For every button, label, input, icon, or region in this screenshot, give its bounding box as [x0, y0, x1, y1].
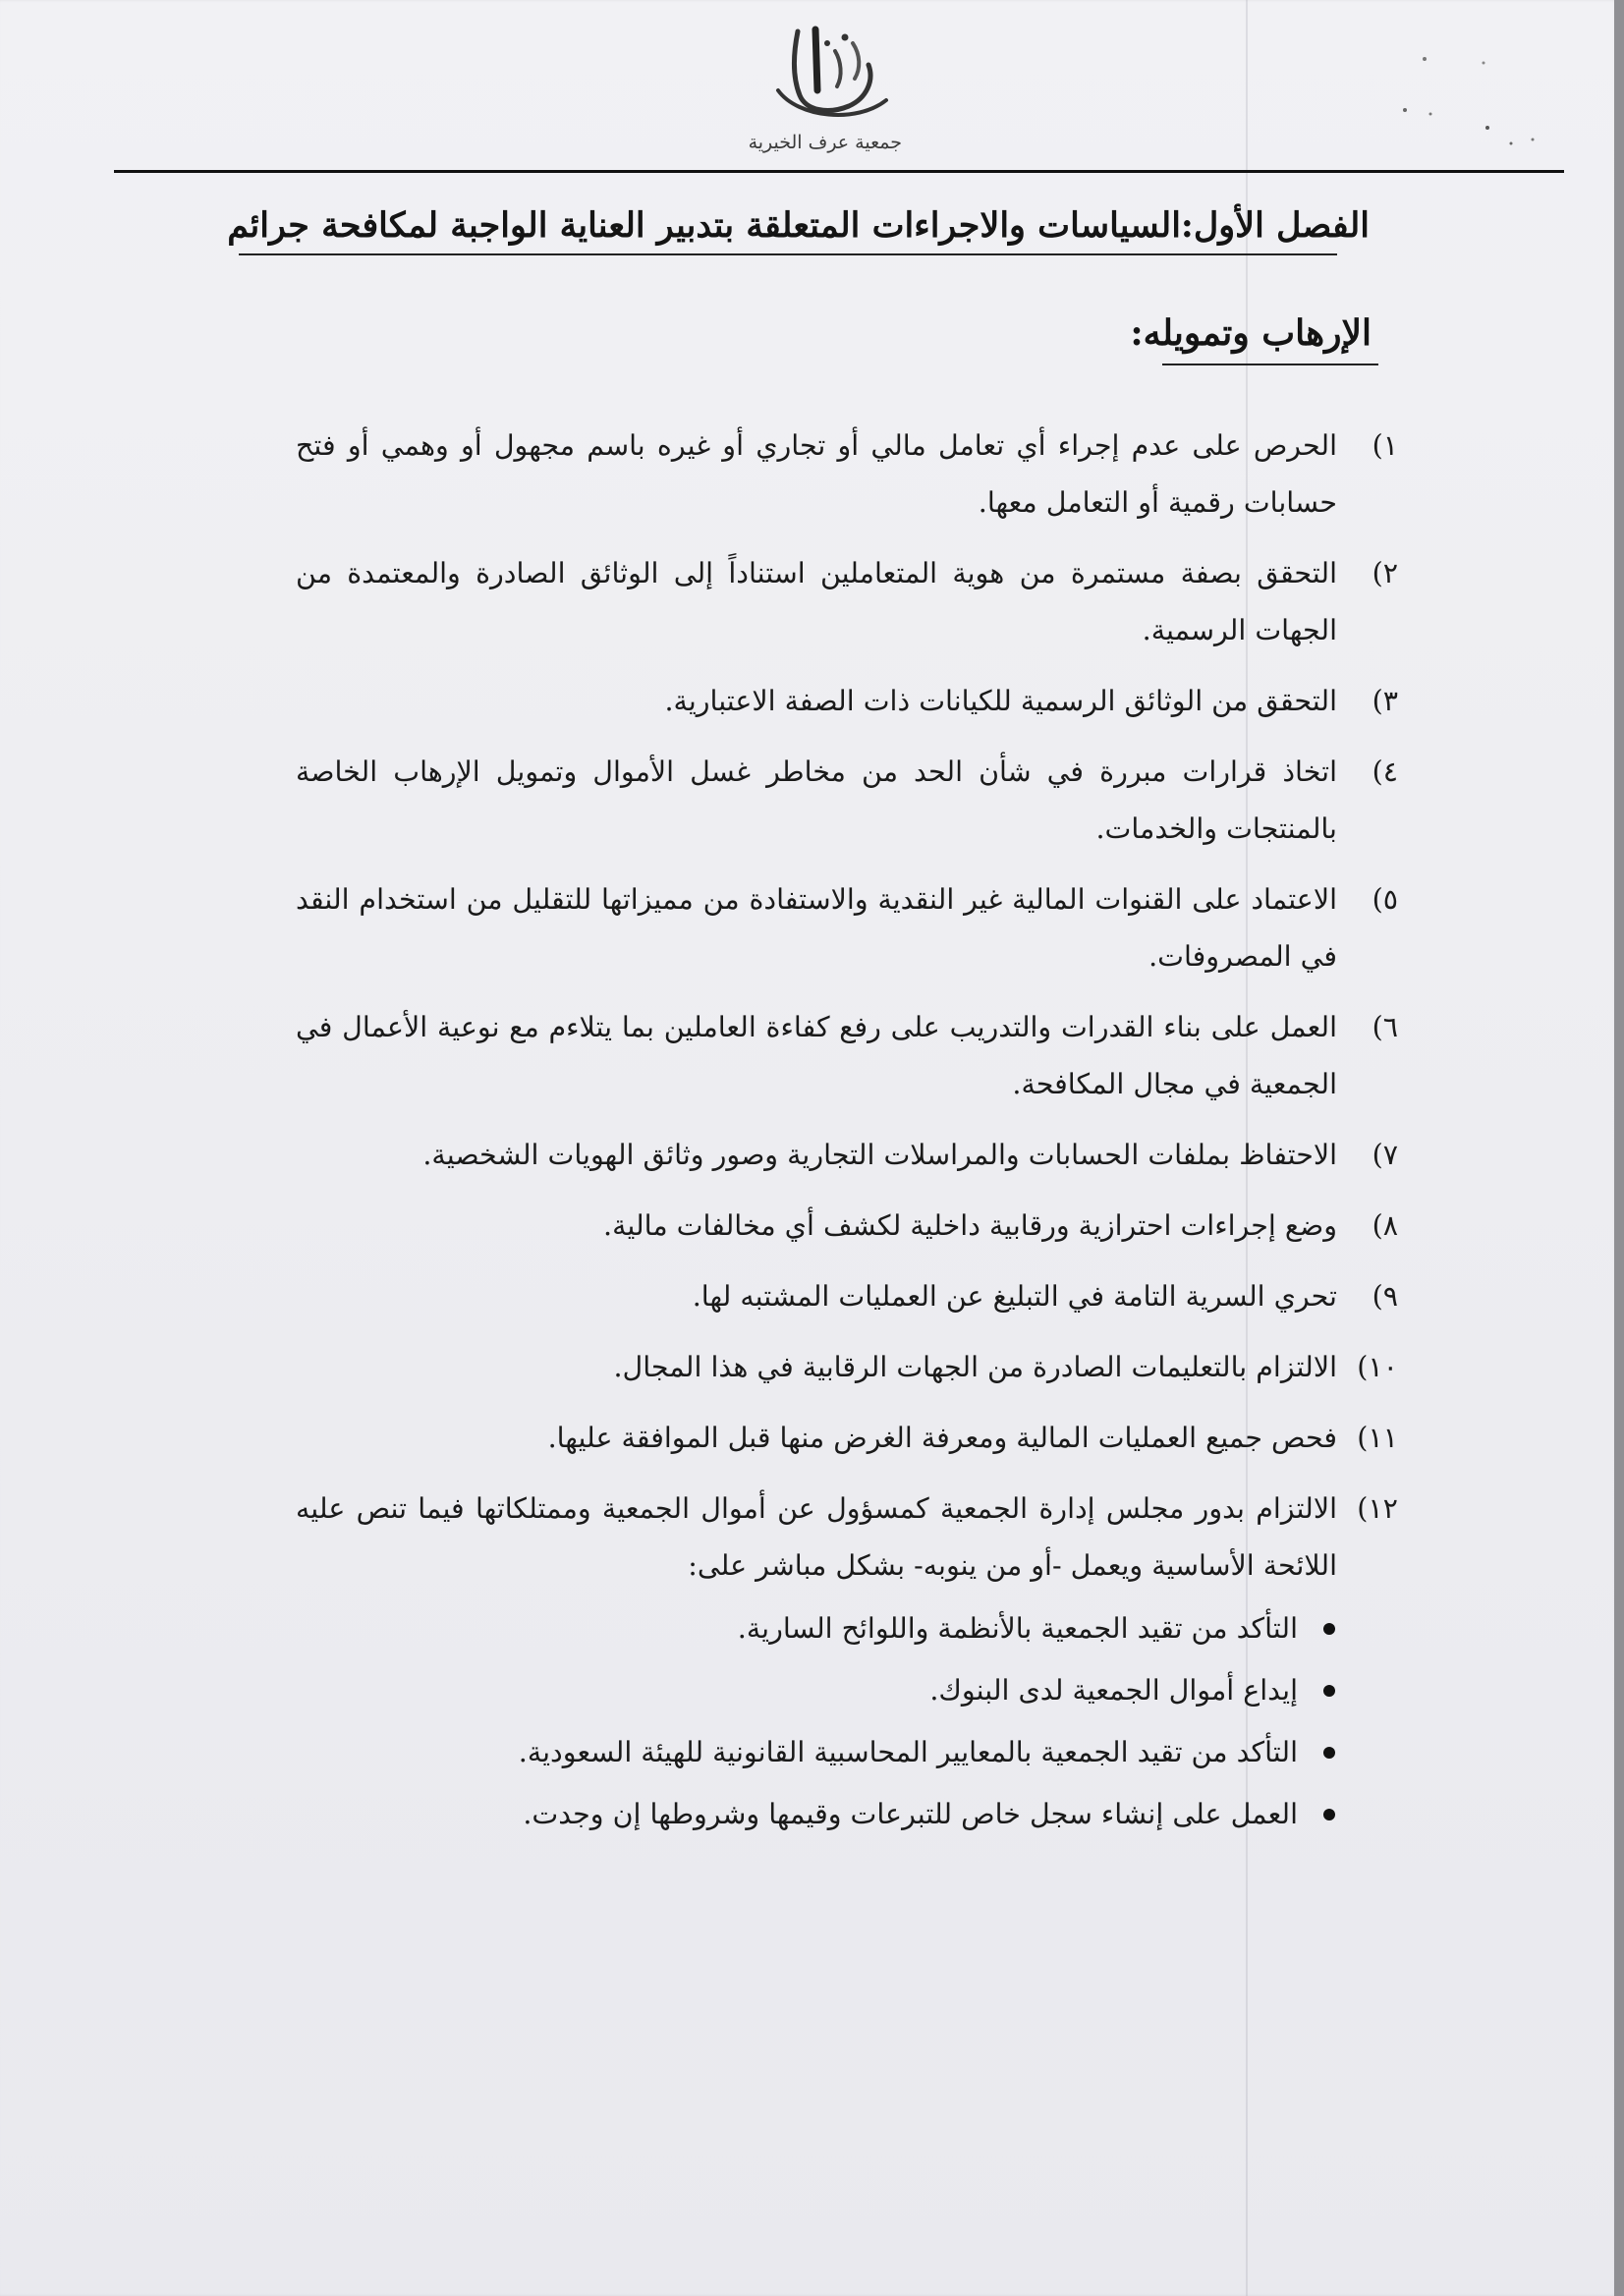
list-item [296, 1198, 1398, 1255]
list-item [296, 1481, 1398, 1843]
item-number: ١٢) [1357, 1492, 1398, 1525]
item-text: وضع إجراءات احترازية ورقابية داخلية لكشف أي مخالفات مالية. [603, 1209, 1337, 1242]
item-text: العمل على بناء القدرات والتدريب على رفع كفاءة العاملين بما يتلاءم مع نوعية الأعمال في الجمعية في مجال المكافحة. [296, 1011, 1337, 1100]
section-title: الإرهاب وتمويله: [1130, 312, 1372, 354]
item-number: ٤) [1372, 756, 1398, 788]
item-text: الاعتماد على القنوات المالية غير النقدية والاستفادة من مميزاتها للتقليل من استخدام النقد في المصروفات. [296, 883, 1337, 973]
list-item [296, 999, 1398, 1113]
scan-specks [1395, 49, 1552, 157]
list-item [296, 1127, 1398, 1184]
bullet-icon [1323, 1685, 1335, 1697]
bullet-text: التأكد من تقيد الجمعية بالمعايير المحاسبية القانونية للهيئة السعودية. [518, 1736, 1298, 1768]
list-item [296, 545, 1398, 659]
header-rule [114, 170, 1564, 173]
item-number: ١١) [1357, 1422, 1398, 1454]
item-number: ١٠) [1357, 1351, 1398, 1383]
bullet-icon [1323, 1623, 1335, 1635]
chapter-title-underline [239, 253, 1337, 255]
list-item [296, 744, 1398, 858]
item-text: التحقق بصفة مستمرة من هوية المتعاملين استناداً إلى الوثائق الصادرة والمعتمدة من الجهات الرسمية. [296, 557, 1337, 646]
item-number: ٧) [1372, 1139, 1398, 1171]
section-title-underline [1162, 364, 1378, 365]
item-text: التحقق من الوثائق الرسمية للكيانات ذات الصفة الاعتبارية. [664, 685, 1337, 717]
item-text: فحص جميع العمليات المالية ومعرفة الغرض منها قبل الموافقة عليها. [547, 1422, 1337, 1454]
bullet-list [296, 1600, 1337, 1843]
scan-edge [1614, 0, 1624, 2296]
bullet-item [296, 1662, 1337, 1719]
item-number: ٢) [1372, 557, 1398, 589]
organization-logo [748, 22, 902, 169]
bullet-item [296, 1724, 1337, 1781]
list-item [296, 871, 1398, 985]
item-text: الالتزام بدور مجلس إدارة الجمعية كمسؤول عن أموال الجمعية وممتلكاتها فيما تنص عليه اللائحة الأساسية ويعمل -أو من ينوبه- بشكل مباشر على: [296, 1492, 1337, 1582]
bullet-text: التأكد من تقيد الجمعية بالأنظمة واللوائح السارية. [737, 1612, 1298, 1645]
bullet-icon [1323, 1809, 1335, 1820]
item-text: الالتزام بالتعليمات الصادرة من الجهات الرقابية في هذا المجال. [613, 1351, 1337, 1383]
bullet-text: إيداع أموال الجمعية لدى البنوك. [929, 1674, 1298, 1707]
item-number: ٨) [1372, 1209, 1398, 1242]
list-item [296, 1268, 1398, 1325]
item-text: الاحتفاظ بملفات الحسابات والمراسلات التجارية وصور وثائق الهويات الشخصية. [422, 1139, 1337, 1171]
item-number: ٦) [1372, 1011, 1398, 1043]
policy-list [296, 418, 1398, 1857]
list-item [296, 673, 1398, 730]
bullet-item [296, 1600, 1337, 1657]
list-item [296, 1339, 1398, 1396]
list-item [296, 418, 1398, 532]
bullet-item [296, 1786, 1337, 1843]
item-text: اتخاذ قرارات مبررة في شأن الحد من مخاطر غسل الأموال وتمويل الإرهاب الخاصة بالمنتجات والخدمات. [296, 756, 1337, 845]
item-number: ٩) [1372, 1280, 1398, 1313]
list-item [296, 1410, 1398, 1467]
item-text: الحرص على عدم إجراء أي تعامل مالي أو تجاري أو غيره باسم مجهول أو وهمي أو فتح حسابات رقمية أو التعامل معها. [296, 429, 1337, 519]
item-text: تحري السرية التامة في التبليغ عن العمليات المشتبه لها. [692, 1280, 1337, 1313]
item-number: ٣) [1372, 685, 1398, 717]
chapter-title: الفصل الأول:السياسات والاجراءات المتعلقة بتدبير العناية الواجبة لمكافحة جرائم [227, 205, 1370, 246]
item-number: ٥) [1372, 883, 1398, 916]
calligraphy-emblem-icon [758, 22, 902, 132]
bullet-text: العمل على إنشاء سجل خاص للتبرعات وقيمها وشروطها إن وجدت. [523, 1798, 1298, 1830]
bullet-icon [1323, 1747, 1335, 1759]
logo-caption: جمعية عرف الخيرية [748, 132, 902, 153]
item-number: ١) [1372, 429, 1398, 462]
